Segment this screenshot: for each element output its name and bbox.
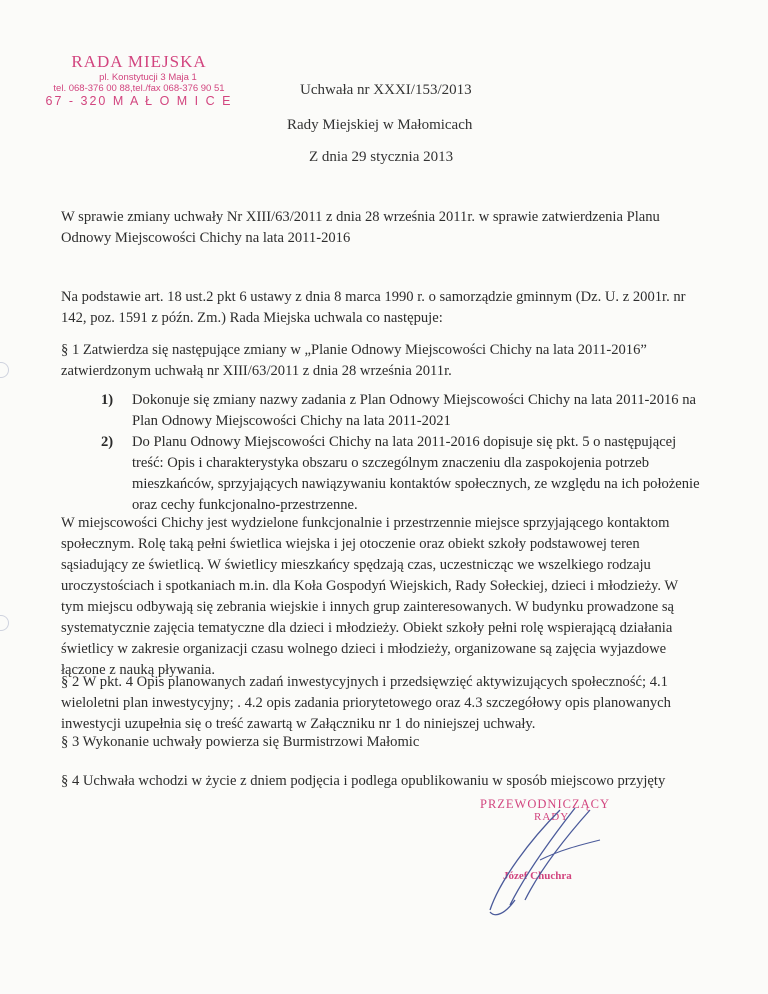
changes-list [101,390,701,516]
list-item-text: Dokonuje się zmiany nazwy zadania z Plan Odnowy Miejscowości Chichy na lata 2011-2016 na Plan Odnowy Miejscowości Chichy na lata 2011-2021 [132,392,697,429]
approval-stamp-name: Józef Chuchra [503,870,572,882]
resolution-date: Z dnia 29 stycznia 2013 [309,149,454,165]
list-item-number: 1) [101,392,114,408]
stamp-city: 67 - 320 M A Ł O M I C E [45,94,233,108]
stamp-title: RADA MIEJSKA [71,52,207,71]
section-4-paragraph: § 4 Uchwała wchodzi w życie z dniem podjęcia i podlega opublikowaniu w sposób miejscowo przyjęty [61,773,666,789]
stamp-phone: tel. 068-376 00 88,tel./fax 068-376 90 51 [53,83,225,94]
resolution-number: Uchwała nr XXXI/153/2013 [300,82,472,98]
punch-hole [0,362,9,378]
punch-hole [0,615,9,631]
section-2-paragraph: § 2 W pkt. 4 Opis planowanych zadań inwestycyjnych i przedsięwzięć aktywizujących społeczność; 4.1 wieloletni plan inwestycyjny; . 4.2 opis zadania priorytetowego oraz 4.3 szczegółowy opis planowanych inwestycji uzupełnia się o treść zawartą w Załączniku nr 1 do niniejszej uchwały. [61,674,671,732]
handwritten-signature [470,800,640,920]
council-stamp [34,52,244,108]
list-item [101,390,701,432]
list-item-number: 2) [101,434,114,450]
description-paragraph: W miejscowości Chichy jest wydzielone funkcjonalnie i przestrzennie miejsce sprzyjającego kontaktom społecznym. Rolę taką pełni świetlica wiejska i jej otoczenie oraz obiekt szkoły podstawowej teren sąsiadujący ze świetlicą. W świetlicy mieszkańcy spędzają czas, uczestnicząc we wszelkiego rodzaju uroczystościach i spotkaniach m.in. dla Koła Gospodyń Wiejskich, Rady Sołeckiej, dzieci i młodzieży. W tym miejscu odbywają się zebrania wiejskie i innych grup zainteresowanych. W budynku prowadzone są systematycznie zajęcia tematyczne dla dzieci i młodzieży. Obiekt szkoły pełni rolę wspierającą działania świetlicy w zakresie organizacji czasu wolnego dzieci i młodzieży, organizowane są zajęcia wyjazdowe łączone z nauką pływania. [61,515,678,678]
list-item-text: Do Planu Odnowy Miejscowości Chichy na lata 2011-2016 dopisuje się pkt. 5 o następującej treść: Opis i charakterystyka obszaru o szczególnym znaczeniu dla zaspokojenia potrzeb mieszkańców, sprzyjających nawiązywaniu kontaktów społecznych, ze względu na ich położenie oraz cechy funkcjonalno-przestrzenne. [132,434,700,513]
stamp-street: pl. Konstytucji 3 Maja 1 [99,72,197,83]
section-3-paragraph: § 3 Wykonanie uchwały powierza się Burmistrzowi Małomic [61,734,420,750]
council-name: Rady Miejskiej w Małomicach [287,117,473,133]
section-1-paragraph: § 1 Zatwierdza się następujące zmiany w „Planie Odnowy Miejscowości Chichy na lata 2011-2016” zatwierdzonym uchwałą nr XIII/63/2011 z dnia 28 września 2011r. [61,342,647,379]
subject-paragraph: W sprawie zmiany uchwały Nr XIII/63/2011 z dnia 28 września 2011r. w sprawie zatwierdzenia Planu Odnowy Miejscowości Chichy na lata 2011-2016 [61,209,660,246]
approval-stamp-title: PRZEWODNICZĄCY [480,797,610,811]
approval-stamp-sub: RADY [534,811,570,823]
legal-basis-paragraph: Na podstawie art. 18 ust.2 pkt 6 ustawy z dnia 8 marca 1990 r. o samorządzie gminnym (Dz. U. z 2001r. nr 142, poz. 1591 z późn. Zm.) Rada Miejska uchwala co następuje: [61,289,686,326]
list-item [101,432,701,516]
